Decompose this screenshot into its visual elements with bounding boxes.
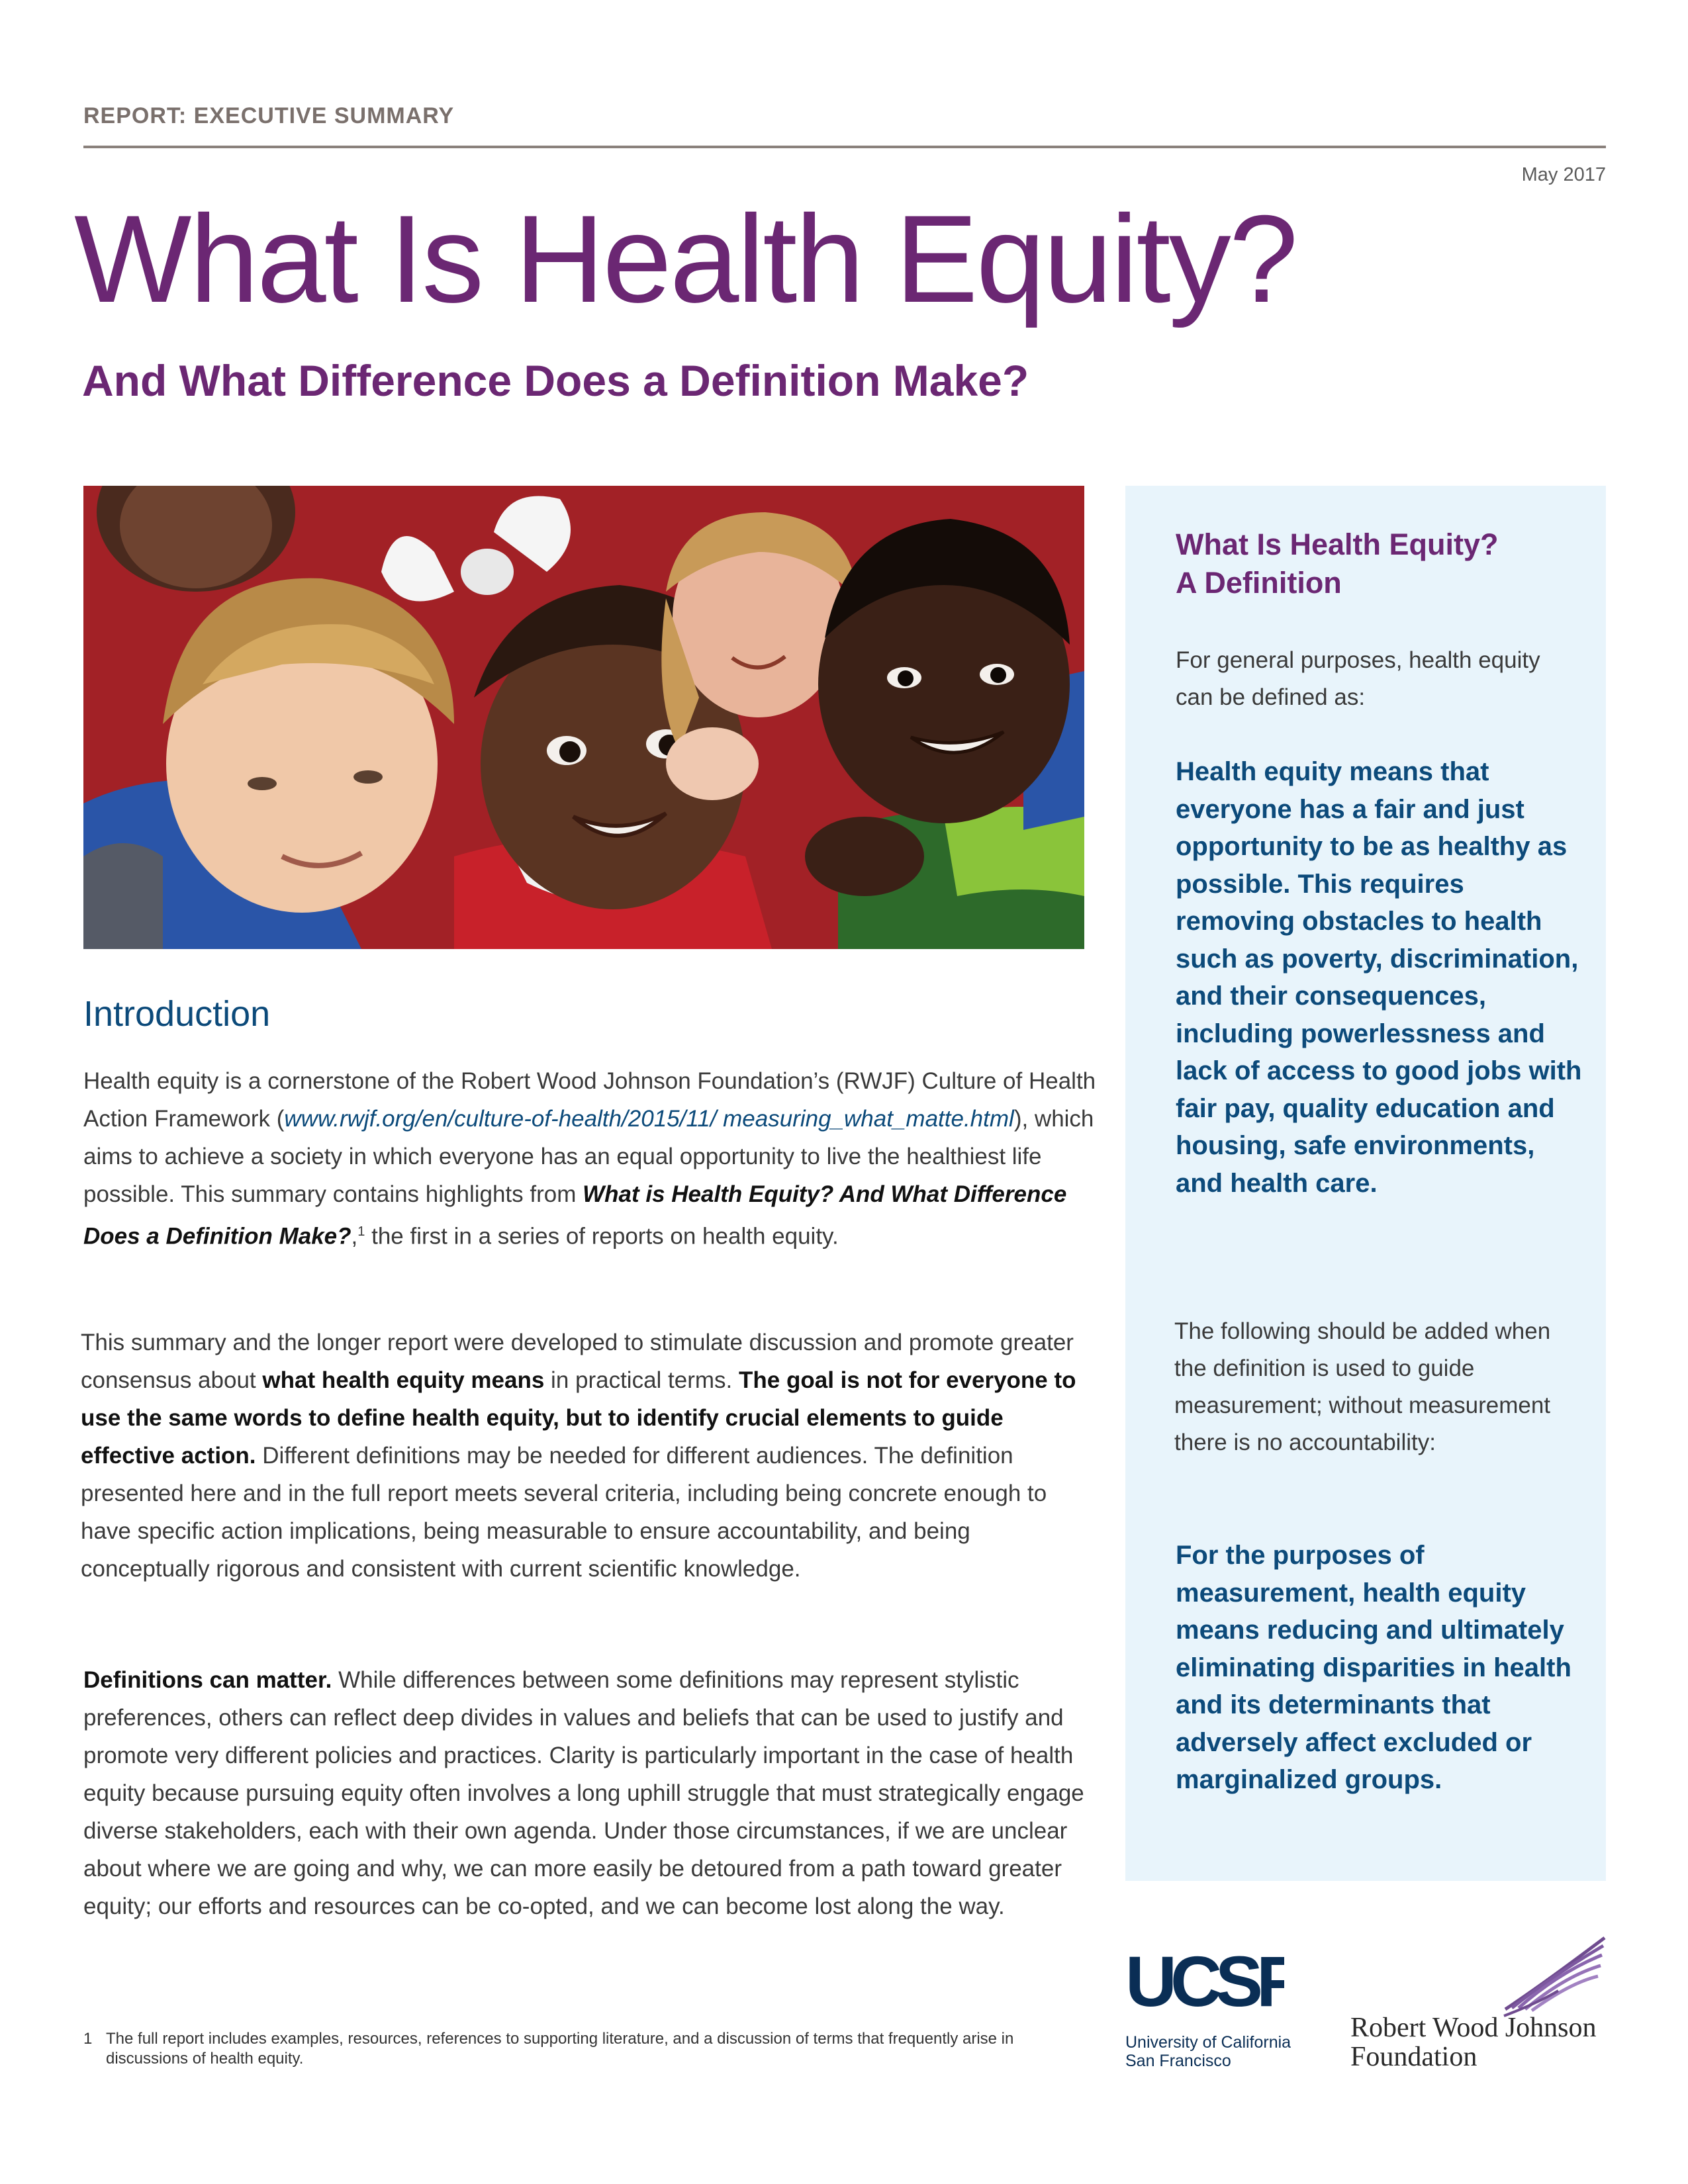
sidebar-heading-line-2: A Definition: [1176, 566, 1342, 600]
rwj-name-line-2: Foundation: [1350, 2042, 1477, 2072]
intro-paragraph-2: [81, 1324, 1100, 1588]
intro-p2-text-1: This summary and the longer report were developed to stimulate discussion and promote greater consensus about: [81, 1330, 1074, 1393]
children-photo: [83, 486, 1084, 949]
sidebar-heading: [1176, 525, 1586, 602]
ucsf-name-line-1: University of California: [1125, 2033, 1291, 2052]
measurement-definition: For the purposes of measurement, health equity means reducing and ultimately eliminating disparities in health and its determinants that adversely affect excluded or marginalized groups.: [1176, 1541, 1571, 1794]
intro-p3-bold: Definitions can matter.: [83, 1667, 332, 1693]
sidebar-intro-text: For general purposes, health equity can be defined as:: [1176, 647, 1540, 710]
intro-paragraph-1: [83, 1062, 1096, 1255]
intro-p2-text-2: in practical terms.: [544, 1367, 739, 1393]
intro-p1-text-2: ), which aims to achieve a society in which everyone has an equal opportunity to live the healthiest life possible. This summary contains highlights from: [83, 1106, 1094, 1207]
report-label: REPORT: EXECUTIVE SUMMARY: [83, 103, 455, 128]
intro-p1-text-1: Health equity is a cornerstone of the Robert Wood Johnson Foundation’s (RWJF) Culture of Health Action Framework (: [83, 1068, 1096, 1132]
ucsf-name-line-2: San Francisco: [1125, 2052, 1231, 2070]
intro-p2-bold-2: The goal is not for everyone to use the same words to define health equity, but to identify crucial elements to guide effective action.: [81, 1367, 1076, 1469]
general-definition: Health equity means that everyone has a fair and just opportunity to be as healthy as possible. This requires removing obstacles to health such as poverty, discrimination, and their consequences, including powerlessness and lack of access to good jobs with fair pay, quality education and housing, safe environments, and health care.: [1176, 757, 1582, 1198]
header-rule: [83, 146, 1606, 148]
sidebar-heading-line-1: What Is Health Equity?: [1176, 527, 1499, 561]
intro-p2-text-3: Different definitions may be needed for different audiences. The definition presented here and in the full report meets several criteria, including being concrete enough to have specific action implications, being measurable to ensure accountability, and being conceptually rigorous and consistent with current scientific knowledge.: [81, 1443, 1047, 1582]
ucsf-wordmark: UCSF: [1125, 1943, 1284, 2021]
rwj-feather-mark-icon: [1499, 1936, 1609, 2019]
page-title: What Is Health Equity?: [74, 189, 1297, 328]
intro-p2-bold-1: what health equity means: [262, 1367, 545, 1393]
ucsf-logo: [1125, 1943, 1284, 2036]
report-title-bold: What is Health Equity? And What Difference Does a Definition Make?: [83, 1181, 1067, 1250]
intro-paragraph-3: [83, 1661, 1103, 1925]
intro-p1-text-4: the first in a series of reports on health equity.: [365, 1223, 839, 1250]
intro-p3-text: While differences between some definitions may represent stylistic preferences, others can reflect deep divides in values and beliefs that can be used to justify and promote very different policies and practices. Clarity is particularly important in the case of health equity because pursuing equity often involves a long uphill struggle that must strategically engage diverse stakeholders, each with their own agenda. Under those circumstances, if we are unclear about where we are going and why, we can more easily be detoured from a path toward greater equity; our efforts and resources can be co-opted, and we can become lost along the way.: [83, 1667, 1084, 1919]
intro-heading: Introduction: [83, 994, 271, 1034]
framework-link[interactable]: www.rwjf.org/en/culture-of-health/2015/11/ measuring_what_matte.html: [284, 1106, 1014, 1132]
page-subtitle: And What Difference Does a Definition Make?: [82, 356, 1029, 405]
footnote-ref: 1: [357, 1224, 365, 1239]
sidebar-measurement-text: The following should be added when the definition is used to guide measurement; without measurement there is no accountability:: [1174, 1318, 1551, 1455]
publication-date: May 2017: [1521, 164, 1606, 185]
intro-p1-text-3: ,: [351, 1223, 358, 1250]
footnote-text: The full report includes examples, resources, references to supporting literature, and a discussion of terms that frequently arise in discussions of health equity.: [106, 2030, 1014, 2068]
rwj-name-line-1: Robert Wood Johnson: [1350, 2013, 1597, 2043]
footnote-number: 1: [83, 2030, 93, 2048]
